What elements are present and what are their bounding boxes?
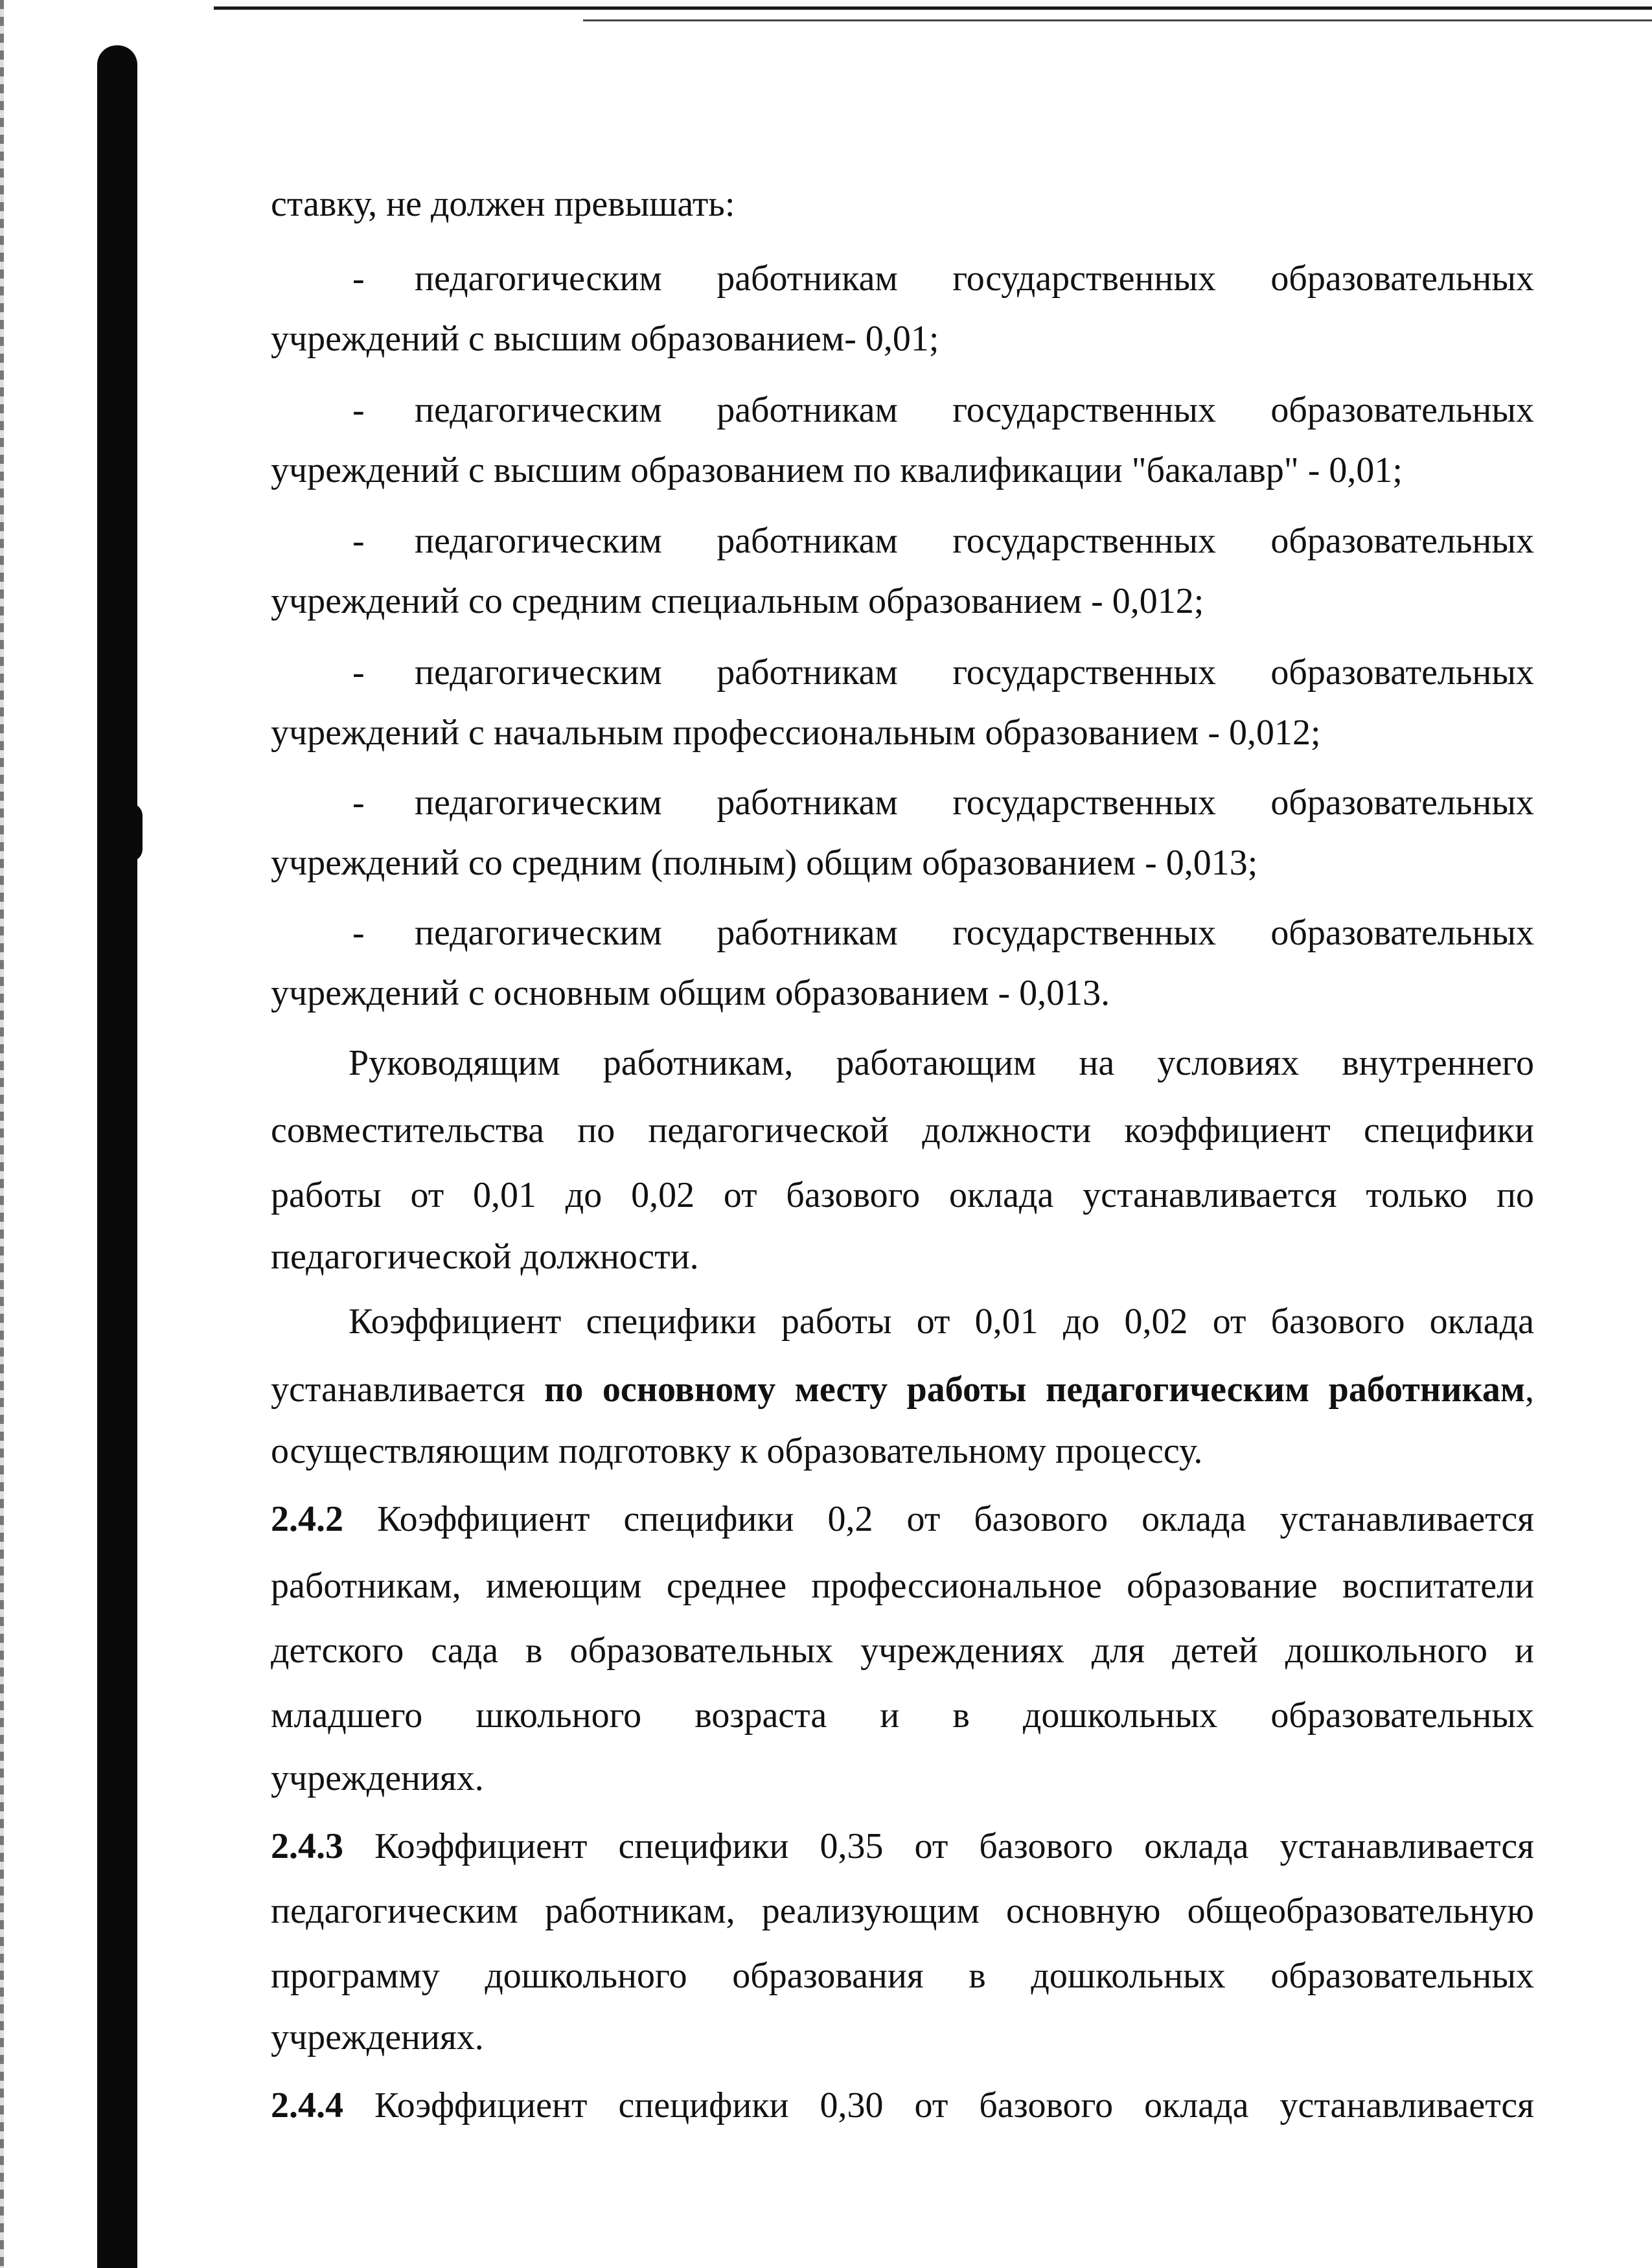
- paragraph-line: детского сада в образовательных учреждениях для детей дошкольного и: [271, 1631, 1534, 1671]
- bullet-dash: -: [352, 258, 365, 299]
- bullet-line-2: учреждений с начальным профессиональным образованием - 0,012;: [271, 713, 1321, 753]
- bullet-line-1: педагогическим работникам государственных образовательных: [415, 258, 1534, 299]
- bullet-dash: -: [352, 521, 365, 561]
- scan-binding-shadow: [97, 45, 137, 2268]
- bullet-dash: -: [352, 783, 365, 823]
- paragraph-line: [271, 1496, 1534, 1542]
- paragraph-line: программу дошкольного образования в дошкольных образовательных: [271, 1956, 1534, 1996]
- paragraph-line: [271, 1367, 1534, 1412]
- bullet-dash: -: [352, 652, 365, 693]
- section-number: 2.4.4: [271, 2085, 343, 2125]
- bullet-line-2: учреждений с высшим образованием- 0,01;: [271, 319, 939, 359]
- paragraph-line: педагогической должности.: [271, 1237, 699, 1277]
- bullet-line-2: учреждений со средним (полным) общим образованием - 0,013;: [271, 843, 1258, 883]
- bullet-line-1: педагогическим работникам государственных образовательных: [415, 783, 1534, 823]
- paragraph-line: учреждениях.: [271, 2017, 484, 2057]
- paragraph-line: Коэффициент специфики работы от 0,01 до 0,02 от базового оклада: [349, 1301, 1534, 1342]
- bullet-line-1: педагогическим работникам государственных образовательных: [415, 652, 1534, 693]
- scan-top-rule: [214, 6, 1652, 10]
- intro-line: ставку, не должен превышать:: [271, 184, 735, 224]
- bullet-line-1: педагогическим работникам государственных образовательных: [415, 521, 1534, 561]
- bullet-line-2: учреждений со средним специальным образованием - 0,012;: [271, 581, 1204, 621]
- paragraph-line: [271, 2083, 1534, 2128]
- paragraph-line: работы от 0,01 до 0,02 от базового оклада устанавливается только по: [271, 1175, 1534, 1215]
- bullet-dash: -: [352, 913, 365, 953]
- paragraph-line: [271, 1824, 1534, 1869]
- section-number: 2.4.2: [271, 1499, 343, 1539]
- text-span: устанавливается: [271, 1369, 545, 1410]
- bold-emphasis: по основному месту работы педагогическим работникам: [544, 1369, 1525, 1410]
- paragraph-line: педагогическим работникам, реализующим основную общеобразовательную: [271, 1891, 1534, 1931]
- bullet-line-2: учреждений с высшим образованием по квалификации "бакалавр" - 0,01;: [271, 450, 1403, 490]
- bullet-line-1: педагогическим работникам государственных образовательных: [415, 913, 1534, 953]
- section-number: 2.4.3: [271, 1826, 343, 1866]
- paragraph-line: осуществляющим подготовку к образовательному процессу.: [271, 1431, 1203, 1471]
- text-span: ,: [1525, 1369, 1534, 1410]
- paragraph-line: младшего школьного возраста и в дошкольных образовательных: [271, 1695, 1534, 1735]
- text-span: Коэффициент специфики 0,35 от базового оклада устанавливается: [374, 1826, 1534, 1866]
- text-span: Коэффициент специфики 0,30 от базового оклада устанавливается: [374, 2085, 1534, 2125]
- bullet-line-1: педагогическим работникам государственных образовательных: [415, 390, 1534, 430]
- bullet-dash: -: [352, 390, 365, 430]
- scan-binding-bump: [118, 803, 143, 862]
- scan-left-edge: [0, 0, 4, 2268]
- paragraph-line: совместительства по педагогической должности коэффициент специфики: [271, 1110, 1534, 1151]
- text-span: Коэффициент специфики 0,2 от базового оклада устанавливается: [377, 1499, 1534, 1539]
- paragraph-line: работникам, имеющим среднее профессиональное образование воспитатели: [271, 1566, 1534, 1606]
- paragraph-line: учреждениях.: [271, 1758, 484, 1798]
- scan-top-rule-secondary: [583, 19, 1652, 21]
- bullet-line-2: учреждений с основным общим образованием - 0,013.: [271, 973, 1110, 1013]
- paragraph-line: Руководящим работникам, работающим на условиях внутреннего: [349, 1043, 1534, 1083]
